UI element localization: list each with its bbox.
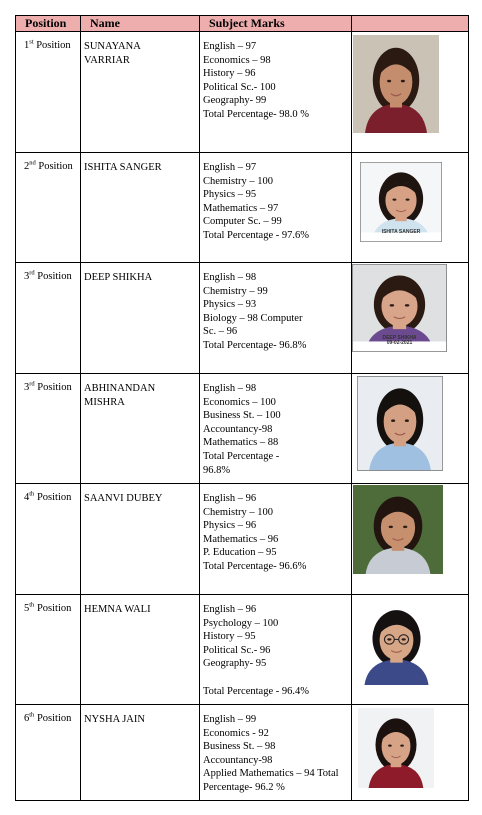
name-cell (81, 705, 200, 801)
student-name-line: SUNAYANA (84, 41, 141, 52)
subject-mark-line: Total Percentage - 97.6% (203, 229, 309, 241)
subject-mark-line: History – 96 (203, 68, 256, 80)
subject-mark-line: English – 96 (203, 604, 257, 615)
photo-cell (352, 484, 469, 595)
subject-mark-line: Applied Mathematics – 94 Total (203, 768, 339, 780)
student-photo (353, 35, 439, 133)
position-cell (16, 705, 81, 801)
subject-mark-line: Percentage- 96.2 % (203, 781, 285, 793)
position-suffix: rd (29, 269, 35, 277)
subject-mark-line: Physics – 96 (203, 520, 257, 532)
position-cell (16, 484, 81, 595)
subject-mark-line: Business St. – 98 (203, 741, 276, 753)
position-word: Position (38, 161, 73, 172)
position-number: 3 (24, 382, 30, 393)
position-number: 6 (24, 713, 30, 724)
header-position: Position (16, 16, 81, 32)
student-name-line: ISHITA SANGER (84, 162, 162, 173)
table-row (16, 595, 469, 705)
subject-mark-line: Total Percentage - 96.4% (203, 685, 309, 697)
position-cell (16, 32, 81, 153)
subject-mark-line: Physics – 93 (203, 299, 257, 311)
subject-mark-line: Economics – 98 (203, 54, 271, 66)
subject-mark-line: Geography- 99 (203, 95, 267, 107)
photo-caption-date: 09-02-2021 (386, 340, 413, 347)
student-name-line: HEMNA WALI (84, 604, 151, 615)
position-suffix: th (29, 711, 35, 719)
position-cell (16, 374, 81, 484)
subject-mark-line: Mathematics – 88 (203, 437, 279, 449)
position-suffix: rd (29, 380, 35, 388)
subject-mark-line: Accountancy-98 (203, 754, 273, 766)
name-cell (81, 32, 200, 153)
subject-mark-line: Mathematics – 96 (203, 533, 279, 545)
name-cell (81, 263, 200, 374)
subject-mark-line: Economics - 92 (203, 727, 269, 739)
position-cell (16, 595, 81, 705)
student-photo (353, 485, 443, 574)
subject-mark-line: Chemistry – 99 (203, 285, 268, 297)
photo-cell (352, 32, 469, 153)
position-number: 1 (24, 40, 30, 51)
subject-mark-line: English – 97 (203, 162, 257, 173)
position-word: Position (36, 603, 72, 614)
name-cell (81, 484, 200, 595)
photo-cell (352, 705, 469, 801)
student-name-line: DEEP SHIKHA (84, 272, 153, 283)
position-cell (16, 263, 81, 374)
subject-mark-line: Political Sc.- 100 (203, 81, 276, 93)
student-name-line: ABHINANDAN (84, 383, 156, 394)
subject-mark-line: Business St. – 100 (203, 410, 281, 422)
subject-marks-cell (200, 374, 352, 484)
subject-marks-cell (200, 32, 352, 153)
subject-mark-line: English – 99 (203, 714, 257, 725)
position-word: Position (37, 271, 72, 282)
student-photo (358, 708, 434, 788)
position-word: Position (36, 713, 72, 724)
name-cell (81, 153, 200, 263)
subject-mark-line: English – 96 (203, 493, 257, 504)
subject-mark-line: P. Education – 95 (203, 547, 277, 559)
table-row (16, 32, 469, 153)
subject-mark-line: History – 95 (203, 631, 256, 643)
photo-cell (352, 595, 469, 705)
subject-mark-line: Total Percentage- 98.0 % (203, 108, 309, 120)
table-row (16, 705, 469, 801)
subject-marks-cell (200, 153, 352, 263)
position-cell (16, 153, 81, 263)
student-photo (352, 264, 447, 352)
subject-mark-line: Total Percentage- 96.8% (203, 339, 307, 351)
subject-mark-line: Total Percentage - (203, 450, 280, 462)
header-photo (352, 16, 469, 32)
subject-mark-line: Psychology – 100 (203, 617, 279, 629)
subject-mark-line: 96.8% (203, 464, 231, 476)
photo-cell (352, 374, 469, 484)
student-name-line: SAANVI DUBEY (84, 493, 163, 504)
subject-mark-line: Biology – 98 Computer (203, 312, 303, 324)
subject-mark-line: Economics – 100 (203, 396, 276, 408)
position-number: 5 (24, 603, 30, 614)
table-row (16, 153, 469, 263)
subject-mark-line: Mathematics – 97 (203, 202, 279, 214)
position-word: Position (37, 382, 72, 393)
position-suffix: th (29, 601, 35, 609)
student-photo (360, 162, 442, 242)
name-cell (81, 374, 200, 484)
subject-mark-line: Geography- 95 (203, 658, 267, 670)
position-suffix: st (29, 38, 34, 46)
student-photo (357, 376, 443, 471)
subject-marks-cell (200, 263, 352, 374)
subject-mark-line (203, 671, 351, 685)
subject-mark-line: Computer Sc. – 99 (203, 216, 282, 228)
toppers-table (15, 15, 469, 801)
subject-mark-line: Chemistry – 100 (203, 506, 273, 518)
subject-mark-line: Chemistry – 100 (203, 175, 273, 187)
student-name-line: MISHRA (84, 396, 125, 408)
position-word: Position (36, 40, 71, 51)
subject-mark-line: Political Sc.- 96 (203, 644, 271, 656)
subject-mark-line: Physics – 95 (203, 189, 257, 201)
table-row (16, 374, 469, 484)
subject-marks-cell (200, 595, 352, 705)
table-row (16, 484, 469, 595)
student-photo (352, 599, 441, 685)
position-number: 2 (24, 161, 30, 172)
student-name-line: VARRIAR (84, 54, 130, 66)
position-suffix: nd (29, 159, 36, 167)
subject-mark-line: English – 98 (203, 272, 257, 283)
subject-mark-line: Total Percentage- 96.6% (203, 560, 307, 572)
position-number: 4 (24, 492, 30, 503)
photo-cell (352, 263, 469, 374)
header-name: Name (81, 16, 200, 32)
header-row (16, 16, 469, 32)
photo-cell (352, 153, 469, 263)
subject-marks-cell (200, 705, 352, 801)
position-suffix: th (29, 490, 35, 498)
subject-mark-line: English – 98 (203, 383, 257, 394)
photo-caption: ISHITA SANGER (381, 229, 421, 236)
table-row (16, 263, 469, 374)
position-word: Position (36, 492, 72, 503)
name-cell (81, 595, 200, 705)
student-name-line: NYSHA JAIN (84, 714, 145, 725)
photo-caption: DEEP SHIKHA (382, 335, 417, 342)
subject-marks-cell (200, 484, 352, 595)
subject-mark-line: English – 97 (203, 41, 257, 52)
subject-mark-line: Sc. – 96 (203, 326, 238, 338)
subject-mark-line: Accountancy-98 (203, 423, 273, 435)
position-number: 3 (24, 271, 30, 282)
header-subject-marks: Subject Marks (200, 16, 352, 32)
